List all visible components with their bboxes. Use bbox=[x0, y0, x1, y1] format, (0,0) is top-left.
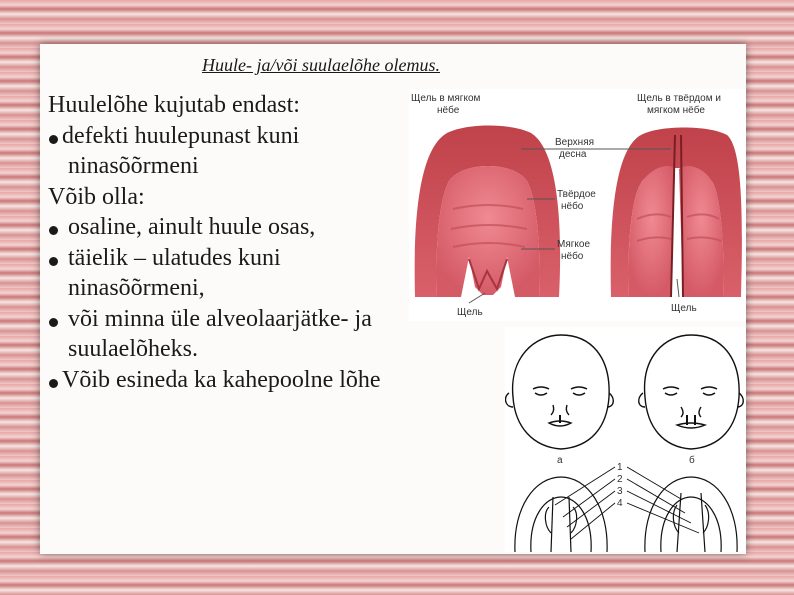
bullet-item: täielik – ulatudes kuni bbox=[48, 243, 518, 274]
text-line: Võib olla: bbox=[48, 183, 145, 210]
slide-title: Huule- ja/või suulaelõhe olemus. bbox=[202, 55, 440, 75]
label-cleft-right: Щель bbox=[671, 303, 697, 314]
label-hard-palate-line1: Твёрдое bbox=[557, 189, 596, 200]
left-figure-title-line1: Щель в мягком bbox=[411, 93, 481, 104]
infant-faces bbox=[506, 335, 744, 449]
label-upper-gum-line2: десна bbox=[559, 149, 587, 160]
label-soft-palate-line2: нёбо bbox=[561, 251, 584, 262]
bullet-item: Võib esineda ka kahepoolne lõhe bbox=[48, 365, 518, 396]
palate-left-image bbox=[415, 126, 560, 298]
label-num-2: 2 bbox=[617, 474, 623, 485]
label-a: а bbox=[557, 455, 563, 466]
text-line: Huulelõhe kujutab endast: bbox=[48, 92, 300, 118]
palate-views bbox=[515, 477, 737, 552]
infant-cleft-illustration bbox=[505, 327, 746, 552]
label-soft-palate-line1: Мягкое bbox=[557, 239, 591, 250]
bullet-item: või minna üle alveolaarjätke- ja bbox=[48, 304, 518, 335]
bullet-item: defekti huulepunast kuni bbox=[48, 121, 518, 152]
label-cleft-left: Щель bbox=[457, 307, 483, 318]
label-b: б bbox=[689, 455, 695, 466]
text-line-continuation: ninasõõrmeni, bbox=[68, 275, 205, 301]
label-num-3: 3 bbox=[617, 486, 623, 497]
label-upper-gum-line1: Верхняя bbox=[555, 137, 595, 148]
left-figure-title-line2: нёбе bbox=[437, 105, 460, 116]
text-line-continuation: ninasõõrmeni bbox=[68, 153, 199, 179]
right-figure-title-line1: Щель в твёрдом и bbox=[637, 93, 721, 104]
label-hard-palate-line2: нёбо bbox=[561, 201, 584, 212]
label-num-4: 4 bbox=[617, 498, 623, 509]
label-num-1: 1 bbox=[617, 462, 623, 473]
right-figure-title-line2: мягком нёбе bbox=[647, 105, 705, 116]
palate-right-image bbox=[611, 128, 742, 298]
bullet-item: osaline, ainult huule osas, bbox=[48, 212, 518, 243]
palate-cleft-illustration bbox=[409, 89, 746, 321]
text-line-continuation: suulaelõheks. bbox=[68, 336, 198, 362]
slide bbox=[40, 44, 746, 554]
